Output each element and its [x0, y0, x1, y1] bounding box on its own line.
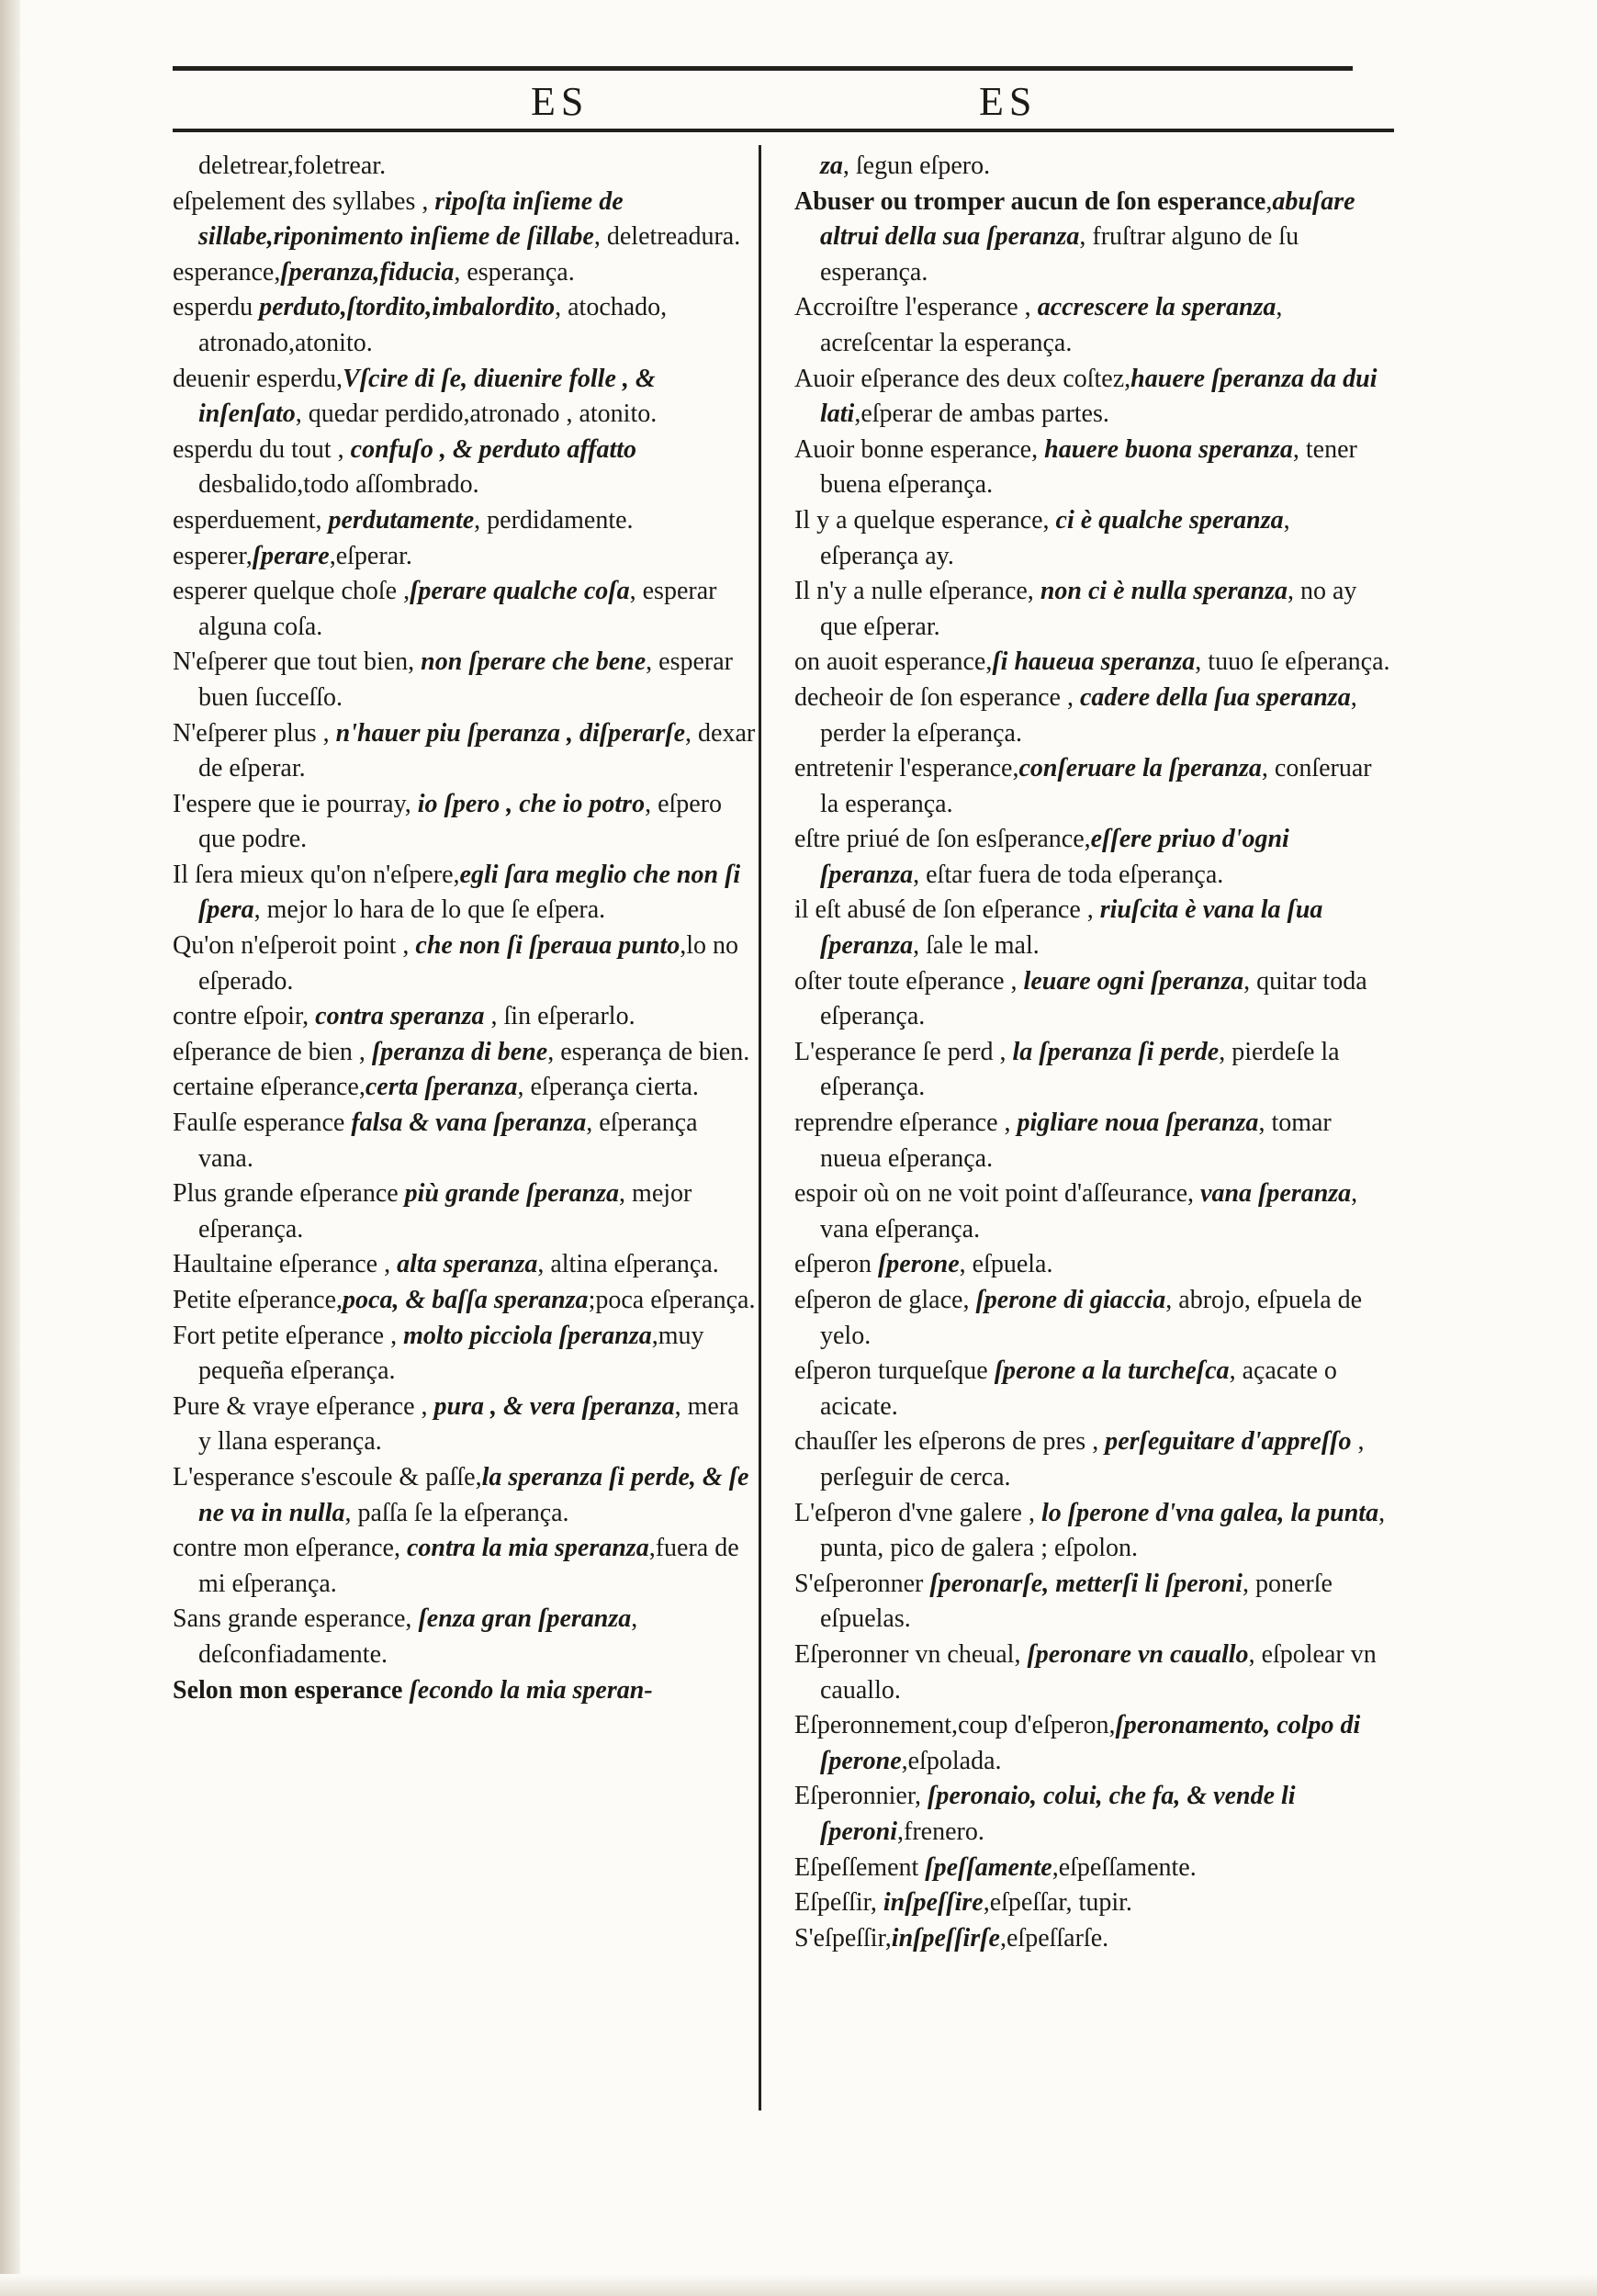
entry-text: L'esperance ſe perd , [794, 1037, 1013, 1066]
entry-text: , eſperança cierta. [517, 1073, 699, 1102]
dictionary-entry [794, 751, 1391, 822]
italic-gloss: riuſcita è vana la ſua ſperanza [820, 895, 1323, 961]
dictionary-entry [173, 1602, 757, 1672]
page-bottom-edge [0, 2274, 1597, 2296]
italic-gloss: hauere buona speranza [1044, 434, 1293, 464]
dictionary-entry [173, 255, 757, 291]
dictionary-entry [794, 1424, 1391, 1495]
entry-text: Pure & vraye eſperance , [173, 1391, 434, 1421]
entry-text: deletrear,foletrear. [198, 152, 387, 180]
italic-gloss: ſi haueua speranza [992, 647, 1196, 677]
left-column [173, 149, 757, 1708]
entry-text: Il y a quelque esperance, [794, 505, 1056, 535]
entry-text: , abrojo, eſpuela de yelo. [820, 1286, 1363, 1350]
dictionary-entry [173, 185, 757, 255]
entry-text: , mejor lo hara de lo que ſe eſpera. [253, 895, 606, 925]
italic-gloss: za [820, 152, 843, 180]
entry-text: , [1265, 186, 1273, 216]
dictionary-entry [794, 574, 1391, 645]
italic-gloss: non ſperare che bene [421, 647, 647, 677]
italic-gloss: ſperare qualche coſa [410, 577, 630, 606]
dictionary-entry [794, 1283, 1391, 1354]
entry-text: , eſperança ay. [820, 505, 1290, 570]
entry-text: chauſſer les eſperons de pres , [794, 1427, 1106, 1457]
dictionary-entry [173, 716, 757, 787]
entry-text: Eſpeſſement [794, 1852, 926, 1882]
entry-text: , perdidamente. [474, 505, 634, 535]
entry-text: Auoir eſperance des deux coſtez, [794, 364, 1131, 393]
italic-gloss: inſpeſſire [883, 1888, 984, 1918]
entry-text: Eſpeſſir, [794, 1888, 883, 1918]
entry-text: esperance, [173, 257, 281, 287]
dictionary-entry [794, 362, 1391, 433]
entry-text: , ponerſe eſpuelas. [820, 1569, 1333, 1634]
entry-text: , atochado, atronado,atonito. [198, 293, 668, 357]
entry-text: ,lo no eſperado. [198, 931, 738, 996]
dictionary-entry [794, 1885, 1391, 1921]
entry-text: , esperança de bien. [547, 1037, 750, 1066]
italic-gloss: ſperonarſe, metterſi li ſperoni [929, 1569, 1243, 1598]
entry-text: il eſt abusé de ſon eſperance , [794, 895, 1100, 925]
dictionary-entry [173, 1390, 757, 1460]
italic-gloss: vana ſperanza [1200, 1179, 1352, 1209]
dictionary-entry [794, 1035, 1391, 1106]
dictionary-entry [794, 1176, 1391, 1247]
entry-text: ,eſpeſſar, tupir. [983, 1888, 1132, 1918]
entry-text: desbalido,todo aſſombrado. [198, 470, 479, 500]
dictionary-entry [173, 1673, 757, 1709]
entry-text: ,eſperar. [329, 541, 412, 570]
entry-text: Eſperonner vn cheual, [794, 1639, 1028, 1669]
entry-text: esperdu du tout , [173, 434, 351, 464]
entry-text: I'espere que ie pourray, [173, 789, 418, 818]
entry-text: S'eſperonner [794, 1569, 930, 1598]
running-head-left: ES [531, 79, 590, 124]
dictionary-entry [794, 964, 1391, 1035]
running-head-right: ES [979, 79, 1038, 124]
entry-text: , pierdeſe la eſperança. [820, 1037, 1340, 1102]
entry-text: , ſegun eſpero. [842, 152, 991, 180]
dictionary-entry [173, 1319, 757, 1390]
italic-gloss: lo ſperone d'vna galea, la punta [1040, 1498, 1379, 1527]
entry-text: ,eſperar de ambas partes. [854, 400, 1109, 429]
italic-gloss: molto picciola ſperanza [403, 1321, 652, 1350]
bold-headword: Selon mon esperance [173, 1675, 410, 1705]
dictionary-entry [173, 999, 757, 1035]
italic-gloss: ſperanza di bene [371, 1037, 548, 1066]
entry-text: esperduement, [173, 505, 329, 535]
italic-gloss: inſpeſſirſe [891, 1923, 1000, 1953]
entry-text: ,fuera de mi eſperança. [198, 1534, 739, 1598]
dictionary-entry [794, 1106, 1391, 1176]
dictionary-entry [794, 645, 1391, 681]
italic-gloss: leuare ogni ſperanza [1023, 966, 1244, 996]
entry-text: contre eſpoir, [173, 1002, 316, 1031]
italic-gloss: certa ſperanza [365, 1073, 518, 1102]
entry-text: ;poca eſperança. [588, 1286, 756, 1314]
top-rule [173, 66, 1353, 71]
italic-gloss: ſpeſſamente [925, 1852, 1052, 1882]
italic-gloss: ſperone a la turcheſca [994, 1356, 1230, 1386]
entry-text: , eſpuela. [959, 1250, 1053, 1279]
dictionary-entry [173, 1460, 757, 1531]
dictionary-entry [794, 822, 1391, 893]
italic-gloss: ſperare [252, 541, 330, 570]
italic-gloss: cadere della ſua speranza [1079, 682, 1351, 712]
entry-text: , acreſcentar la esperança. [820, 293, 1283, 357]
entry-text: , punta, pico de galera ; eſpolon. [820, 1498, 1386, 1563]
dictionary-entry [794, 1779, 1391, 1850]
dictionary-entry [794, 1567, 1391, 1638]
italic-gloss: ripoſta inſieme de sillabe,riponimento inſieme de ſillabe [198, 186, 624, 252]
entry-text: ,frenero. [897, 1817, 984, 1846]
entry-text: , tener buena eſperança. [820, 434, 1357, 500]
italic-gloss: ſenza gran ſperanza [418, 1604, 632, 1634]
entry-text: , altina eſperança. [537, 1250, 719, 1279]
entry-text: entretenir l'esperance, [794, 754, 1019, 783]
italic-gloss: poca, & baſſa speranza [343, 1286, 589, 1314]
dictionary-entry [794, 1921, 1391, 1957]
italic-gloss: io ſpero , che io potro [417, 789, 646, 818]
italic-gloss: falsa & vana ſperanza [351, 1109, 587, 1138]
entry-text: N'eſperer que tout bien, [173, 647, 422, 677]
dictionary-entry [173, 574, 757, 645]
entry-text: , fruſtrar alguno de ſu esperança. [820, 222, 1299, 287]
entry-text: on auoit esperance, [794, 647, 993, 677]
dictionary-entry [173, 1531, 757, 1602]
entry-text: , tuuo ſe eſperança. [1195, 647, 1390, 677]
entry-text: eſtre priué de ſon esſperance, [794, 825, 1091, 854]
entry-text: esperdu [173, 293, 260, 322]
entry-text: , esperança. [454, 257, 575, 287]
italic-gloss: accrescere la speranza [1037, 293, 1276, 322]
dictionary-entry [173, 1176, 757, 1247]
dictionary-entry [173, 433, 757, 503]
italic-gloss: non ci è nulla speranza [1040, 577, 1288, 606]
dictionary-entry [173, 787, 757, 858]
column-divider [759, 145, 761, 2110]
dictionary-entry [794, 681, 1391, 751]
entry-text: N'eſperer plus , [173, 718, 336, 748]
entry-text: Auoir bonne esperance, [794, 434, 1045, 464]
entry-text: , no ay que eſperar. [820, 577, 1357, 641]
entry-text: certaine eſperance, [173, 1073, 366, 1102]
italic-gloss: confuſo , & perduto affatto [350, 434, 637, 464]
italic-gloss: perſeguitare d'appreſſo [1105, 1427, 1352, 1457]
italic-gloss: la speranza ſi perde, & ſe ne va in nulla [198, 1462, 749, 1527]
entry-text: decheoir de ſon esperance , [794, 682, 1080, 712]
dictionary-entry [173, 1247, 757, 1283]
dictionary-entry [173, 645, 757, 715]
italic-gloss: abuſare altrui della sua ſperanza [820, 186, 1355, 252]
italic-gloss: contra speranza [315, 1002, 485, 1031]
dictionary-entry [173, 858, 757, 929]
entry-text: Fort petite eſperance , [173, 1321, 404, 1350]
italic-gloss: conſeruare la ſperanza [1018, 754, 1262, 783]
entry-text: ,eſpolada. [901, 1746, 1002, 1775]
italic-gloss: pigliare noua ſperanza [1017, 1109, 1259, 1138]
italic-gloss: alta speranza [397, 1250, 538, 1279]
entry-text: Qu'on n'eſperoit point , [173, 931, 416, 961]
entry-text: , tomar nueua eſperança. [820, 1109, 1332, 1173]
entry-text: , perder la eſperança. [820, 682, 1357, 748]
italic-gloss: ſperonaio, colui, che fa, & vende li ſperoni [820, 1782, 1296, 1846]
entry-text: , perſeguir de cerca. [820, 1427, 1365, 1491]
entry-text: , açacate o acicate. [820, 1356, 1337, 1421]
entry-text: , deletreadura. [593, 222, 741, 252]
dictionary-entry [173, 362, 757, 433]
entry-text: Faulſe esperance [173, 1109, 352, 1138]
entry-text: L'esperance s'escoule & paſſe, [173, 1462, 482, 1491]
dictionary-entry [794, 1354, 1391, 1424]
entry-text: , eſpolear vn cauallo. [820, 1639, 1377, 1705]
entry-text: ,muy pequeña eſperança. [198, 1321, 704, 1386]
entry-text: , ſin eſperarlo. [484, 1002, 635, 1031]
dictionary-entry [794, 1708, 1391, 1779]
entry-text: ,eſpeſſamente. [1052, 1852, 1197, 1882]
entry-text: Eſperonnier, [794, 1782, 928, 1811]
bold-headword: Abuser ou tromper aucun de ſon esperance [794, 186, 1266, 216]
italic-gloss: perduto,ſtordito,imbalordito [259, 293, 556, 322]
italic-gloss: ſperanza,fiducia [280, 257, 455, 287]
dictionary-entry [794, 1851, 1391, 1886]
entry-text: , mejor eſperança. [198, 1179, 692, 1244]
italic-gloss: ci è qualche speranza [1055, 505, 1284, 535]
entry-text: , ſale le mal. [913, 931, 1040, 961]
entry-text: Accroiſtre l'esperance , [794, 293, 1038, 322]
entry-text: Petite eſperance, [173, 1286, 343, 1314]
entry-text: , eſtar fuera de toda eſperança. [913, 860, 1224, 889]
entry-text: , eſpero que podre. [198, 789, 723, 854]
dictionary-entry [173, 929, 757, 999]
header-rule [173, 129, 1394, 132]
entry-text: oſter toute eſperance , [794, 966, 1024, 996]
dictionary-entry [794, 1247, 1391, 1283]
entry-text: esperer quelque choſe , [173, 577, 410, 606]
entry-text: , esperar alguna coſa. [198, 577, 717, 641]
entry-text: Plus grande eſperance [173, 1179, 405, 1209]
dictionary-entry [794, 149, 1391, 185]
dictionary-entry [794, 185, 1391, 291]
entry-text: contre mon eſperance, [173, 1534, 407, 1563]
entry-text: , eſperança vana. [198, 1109, 698, 1173]
entry-text: Il n'y a nulle eſperance, [794, 577, 1040, 606]
dictionary-entry [173, 1106, 757, 1176]
dictionary-entry [173, 290, 757, 361]
italic-gloss: ſperonare vn cauallo [1027, 1639, 1249, 1669]
italic-gloss: Vſcire di ſe, diuenire folle , & inſenſato [198, 364, 656, 429]
dictionary-entry [173, 539, 757, 575]
entry-text: , quitar toda eſperança. [820, 966, 1367, 1031]
italic-gloss: la ſperanza ſi perde [1012, 1037, 1220, 1066]
italic-gloss: che non ſi ſperaua punto [415, 931, 680, 961]
italic-gloss: ſperone di giaccia [975, 1286, 1166, 1314]
italic-gloss: pura , & vera ſperanza [433, 1391, 675, 1421]
entry-text: eſpelement des syllabes , [173, 186, 435, 216]
entry-text: eſperance de bien , [173, 1037, 372, 1066]
right-column [794, 149, 1391, 1956]
entry-text: Il ſera mieux qu'on n'eſpere, [173, 860, 460, 889]
dictionary-entry [173, 1035, 757, 1071]
dictionary-entry [173, 149, 757, 185]
entry-text: ,eſpeſſarſe. [999, 1923, 1109, 1953]
dictionary-entry [794, 433, 1391, 503]
italic-gloss: ſperonamento, colpo di ſperone [820, 1711, 1361, 1775]
dictionary-entry [173, 1070, 757, 1106]
italic-gloss: ſecondo la mia speran- [409, 1675, 653, 1705]
italic-gloss: più grande ſperanza [404, 1179, 620, 1209]
entry-text: S'eſpeſſir, [794, 1923, 892, 1953]
entry-text: , deſconfiadamente. [198, 1604, 638, 1669]
entry-text: , esperar buen ſucceſſo. [198, 647, 733, 712]
entry-text: , vana eſperança. [820, 1179, 1358, 1244]
entry-text: , paſſa ſe la eſperança. [344, 1498, 569, 1527]
dictionary-entry [173, 503, 757, 539]
dictionary-entry [794, 503, 1391, 574]
entry-text: , dexar de eſperar. [198, 718, 756, 783]
dictionary-entry [794, 893, 1391, 963]
page-gutter [0, 0, 20, 2296]
entry-text: Eſperonnement,coup d'eſperon, [794, 1711, 1116, 1740]
italic-gloss: contra la mia speranza [406, 1534, 649, 1563]
entry-text: L'eſperon d'vne galere , [794, 1498, 1041, 1527]
dictionary-entry [794, 1638, 1391, 1708]
italic-gloss: perdutamente [328, 505, 475, 535]
dictionary-entry [794, 1496, 1391, 1567]
entry-text: eſperon [794, 1250, 878, 1279]
entry-text: espoir où on ne voit point d'aſſeurance, [794, 1179, 1201, 1209]
entry-text: eſperon de glace, [794, 1286, 976, 1314]
dictionary-entry [794, 290, 1391, 361]
italic-gloss: hauere ſperanza da dui lati [820, 364, 1378, 429]
entry-text: , mera y llana esperança. [198, 1391, 739, 1457]
entry-text: Sans grande esperance, [173, 1604, 419, 1634]
entry-text: eſperon turqueſque [794, 1356, 995, 1386]
italic-gloss: egli ſara meglio che non ſi ſpera [198, 860, 741, 925]
entry-text: reprendre eſperance , [794, 1109, 1018, 1138]
entry-text: Haultaine eſperance , [173, 1250, 398, 1279]
italic-gloss: eſſere priuo d'ogni ſperanza [820, 825, 1289, 889]
entry-text: , conſeruar la esperança. [820, 754, 1372, 818]
italic-gloss: ſperone [877, 1250, 960, 1279]
entry-text: deuenir esperdu, [173, 364, 343, 393]
entry-text: esperer, [173, 541, 253, 570]
entry-text: , quedar perdido,atronado , atonito. [295, 400, 658, 429]
italic-gloss: n'hauer piu ſperanza , diſperarſe [335, 718, 686, 748]
dictionary-entry [173, 1283, 757, 1319]
